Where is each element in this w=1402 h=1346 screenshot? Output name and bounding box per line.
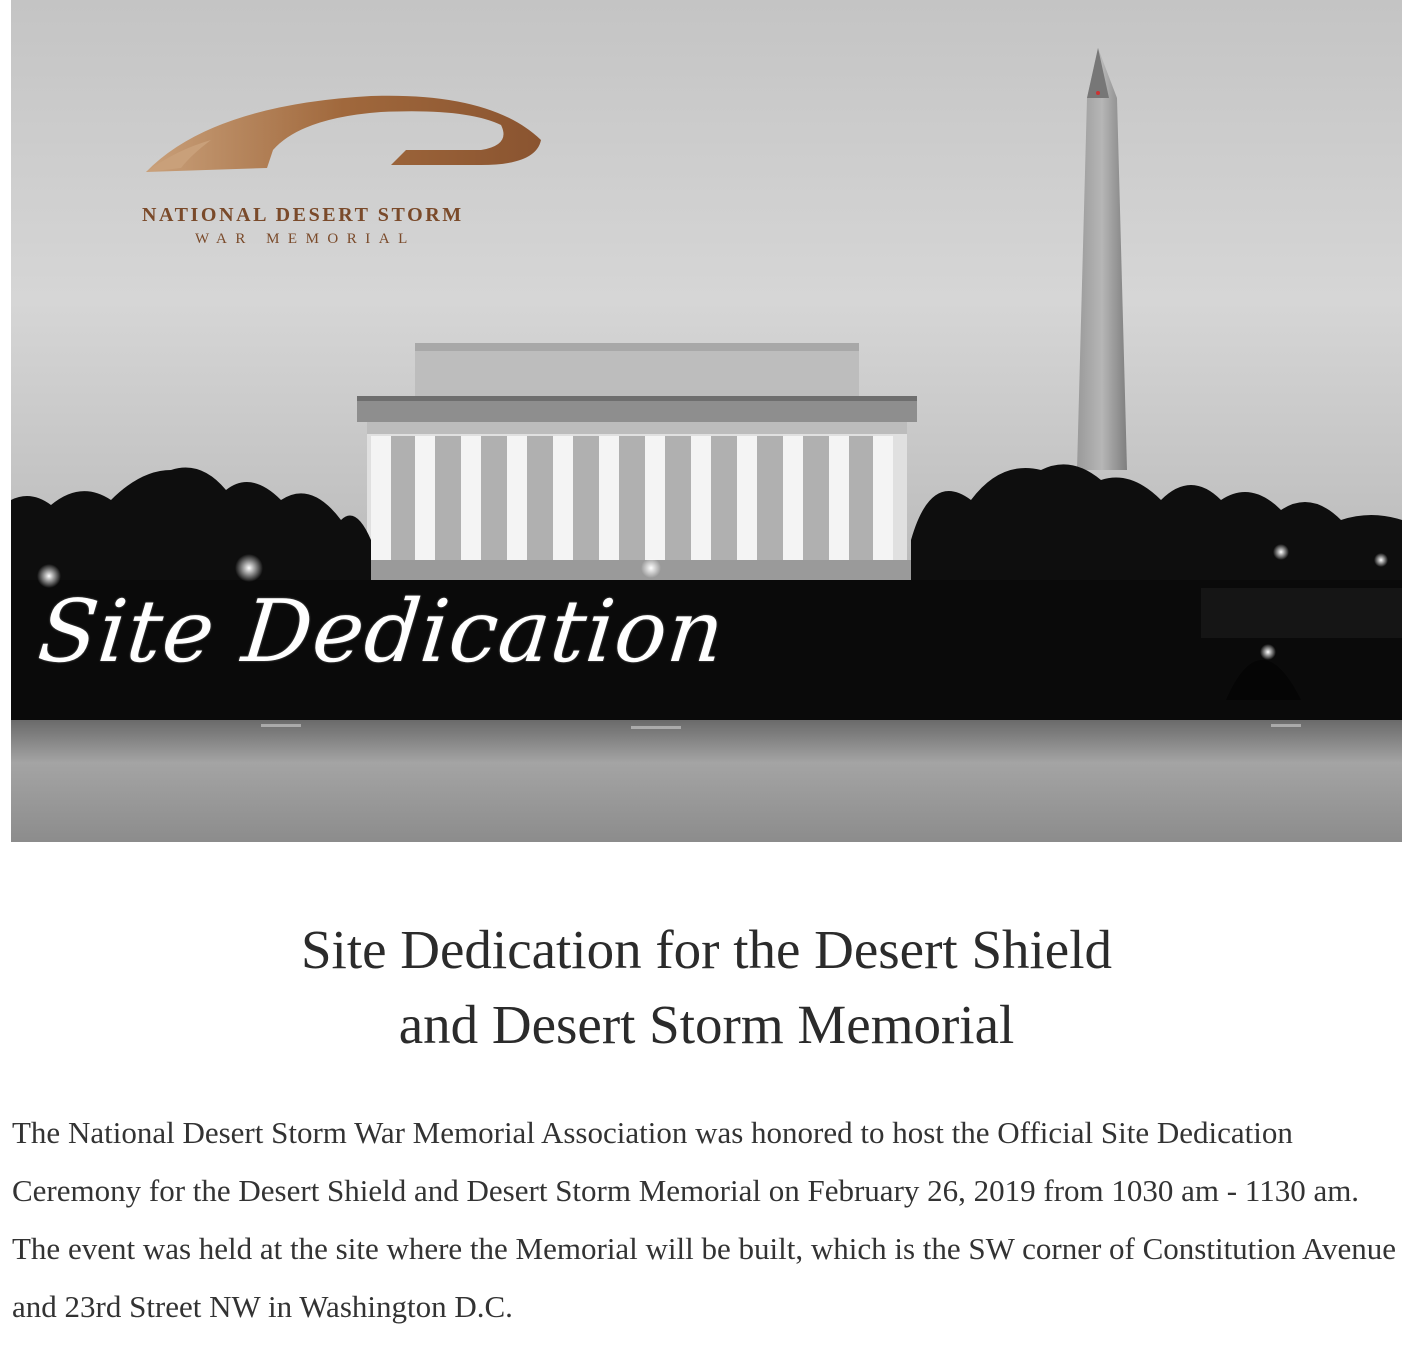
logo-subtitle: WAR MEMORIAL bbox=[195, 231, 416, 247]
lincoln-memorial bbox=[351, 343, 931, 582]
hero-script-title: Site Dedication bbox=[33, 582, 730, 682]
hero-photo bbox=[11, 0, 1402, 842]
article-body: The National Desert Storm War Memorial Association was honored to host the Official Site Dedication Ceremony for the Desert Shield and Desert Storm Memorial on February 26, 2019 from 1030 am - 1130 am. The event was held at the site where the Memorial will be built, which is the SW corner of Constitution Avenue and 23rd Street NW in Washington D.C. bbox=[12, 1115, 1397, 1324]
title-line-1: Site Dedication for the Desert Shield bbox=[300, 919, 1113, 980]
page-title bbox=[11, 912, 1402, 1062]
logo-title: NATIONAL DESERT STORM bbox=[142, 204, 464, 226]
hero-banner bbox=[11, 0, 1402, 842]
title-line-2: and Desert Storm Memorial bbox=[398, 994, 1015, 1055]
